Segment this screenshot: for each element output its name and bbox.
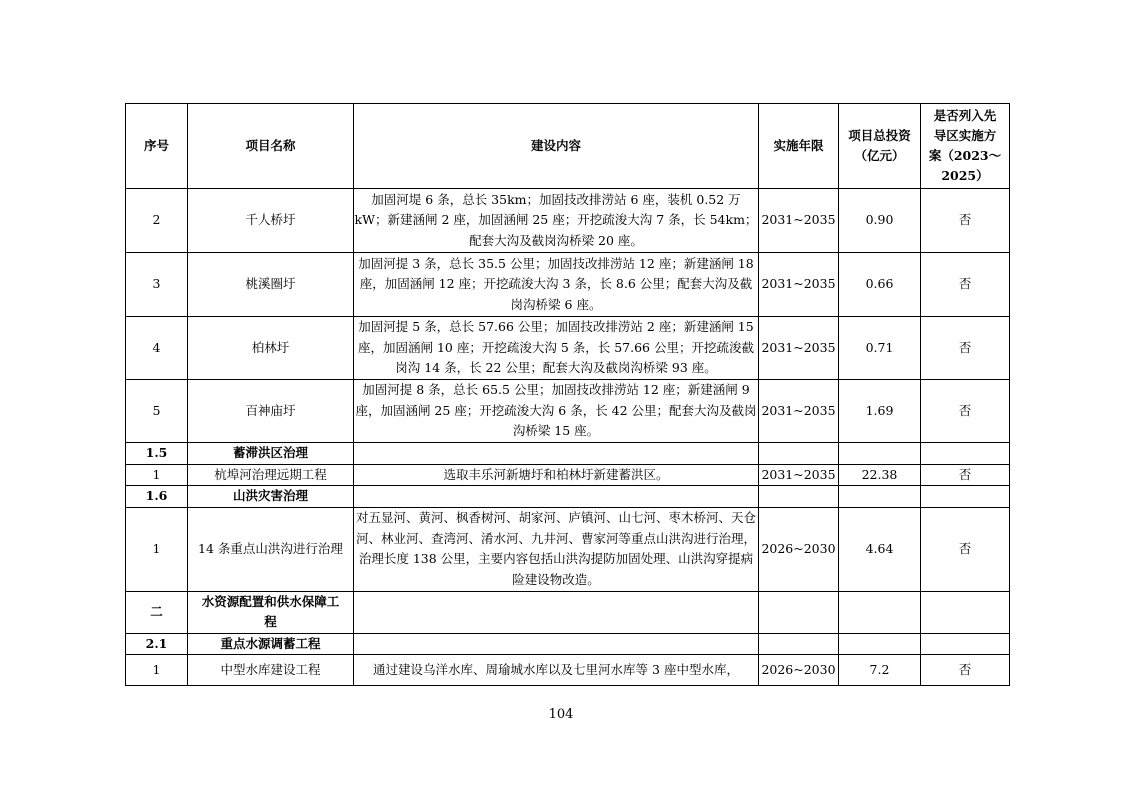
page-number: 104 — [548, 707, 574, 722]
table-row — [126, 464, 1010, 486]
table-row — [126, 253, 1010, 317]
row-name: 百神庙圩 — [188, 380, 354, 443]
section-seq: 二 — [126, 591, 188, 633]
table-row — [126, 507, 1010, 591]
row-name: 千人桥圩 — [188, 189, 354, 253]
row-name: 中型水库建设工程 — [188, 655, 354, 686]
project-table — [125, 103, 1010, 686]
row-content: 对五显河、黄河、枫香树河、胡家河、庐镇河、山七河、枣木桥河、天仓河、林业河、查湾河、淆水河、九井河、曹家河等重点山洪沟进行治理，治理长度 138 公里，主要内容包括山洪沟提防加固处理、山洪沟穿提病险建设物改造。 — [354, 507, 759, 591]
row-seq: 4 — [126, 317, 188, 380]
section-row — [126, 591, 1010, 633]
row-content: 加固河提 3 条，总长 35.5 公里；加固技改排涝站 12 座；新建涵闸 18 座，加固涵闸 12 座；开挖疏浚大沟 3 条，长 8.6 公里；配套大沟及截岗沟桥梁 6 座。 — [354, 253, 759, 317]
section-row — [126, 486, 1010, 508]
header-investment-line1: 项目总投资 — [848, 128, 911, 143]
row-seq: 1 — [126, 655, 188, 686]
row-name: 柏林圩 — [188, 317, 354, 380]
row-investment: 7.2 — [839, 655, 921, 686]
row-period: 2031~2035 — [759, 380, 839, 443]
table-row — [126, 189, 1010, 253]
row-investment: 0.90 — [839, 189, 921, 253]
row-seq: 3 — [126, 253, 188, 317]
header-content: 建设内容 — [354, 104, 759, 189]
table-row — [126, 380, 1010, 443]
row-seq: 1 — [126, 464, 188, 486]
header-pilot-line4: 2025） — [941, 168, 989, 183]
row-name: 杭埠河治理远期工程 — [188, 464, 354, 486]
row-content: 加固河提 5 条，总长 57.66 公里；加固技改排涝站 2 座；新建涵闸 15 座，加固涵闸 10 座；开挖疏浚大沟 5 条，长 57.66 公里；开挖疏浚截岗沟 14 条，长 22 公里；配套大沟及截岗沟桥梁 93 座。 — [354, 317, 759, 380]
header-pilot-line2: 导区实施方 — [933, 128, 997, 143]
row-period: 2031~2035 — [759, 317, 839, 380]
section-row — [126, 633, 1010, 655]
row-investment: 0.66 — [839, 253, 921, 317]
row-period: 2026~2030 — [759, 507, 839, 591]
row-period: 2031~2035 — [759, 464, 839, 486]
header-period: 实施年限 — [759, 104, 839, 189]
header-name: 项目名称 — [188, 104, 354, 189]
header-pilot-line3: 案（2023～ — [928, 148, 1002, 163]
row-investment: 4.64 — [839, 507, 921, 591]
row-seq: 5 — [126, 380, 188, 443]
section-name: 山洪灾害治理 — [188, 486, 354, 508]
section-row — [126, 443, 1010, 465]
row-period: 2026~2030 — [759, 655, 839, 686]
row-name: 桃溪圈圩 — [188, 253, 354, 317]
row-pilot: 否 — [921, 464, 1010, 486]
section-name: 水资源配置和供水保障工程 — [188, 591, 354, 633]
row-period: 2031~2035 — [759, 189, 839, 253]
header-row — [126, 104, 1010, 189]
row-content: 加固河堤 6 条，总长 35km；加固技改排涝站 6 座，装机 0.52 万 kW；新建涵闸 2 座，加固涵闸 25 座；开挖疏浚大沟 7 条，长 54km；配套大沟及截岗沟桥梁 20 座。 — [354, 189, 759, 253]
section-name: 蓄滞洪区治理 — [188, 443, 354, 465]
header-pilot — [921, 104, 1010, 189]
row-name: 14 条重点山洪沟进行治理 — [188, 507, 354, 591]
row-investment: 22.38 — [839, 464, 921, 486]
table-row — [126, 655, 1010, 686]
row-investment: 0.71 — [839, 317, 921, 380]
row-pilot: 否 — [921, 380, 1010, 443]
header-pilot-line1: 是否列入先 — [933, 108, 997, 123]
row-seq: 2 — [126, 189, 188, 253]
header-seq: 序号 — [126, 104, 188, 189]
row-period: 2031~2035 — [759, 253, 839, 317]
section-seq: 1.6 — [126, 486, 188, 508]
header-investment — [839, 104, 921, 189]
section-seq: 2.1 — [126, 633, 188, 655]
row-content: 加固河提 8 条，总长 65.5 公里；加固技改排涝站 12 座；新建涵闸 9 座，加固涵闸 25 座；开挖疏浚大沟 6 条，长 42 公里；配套大沟及截岗沟桥梁 15 座。 — [354, 380, 759, 443]
table-row — [126, 317, 1010, 380]
row-investment: 1.69 — [839, 380, 921, 443]
row-pilot: 否 — [921, 655, 1010, 686]
row-pilot: 否 — [921, 253, 1010, 317]
header-investment-line2: （亿元） — [854, 148, 905, 163]
row-pilot: 否 — [921, 317, 1010, 380]
row-pilot: 否 — [921, 189, 1010, 253]
section-seq: 1.5 — [126, 443, 188, 465]
section-name: 重点水源调蓄工程 — [188, 633, 354, 655]
row-content: 选取丰乐河新塘圩和柏林圩新建蓄洪区。 — [354, 464, 759, 486]
row-seq: 1 — [126, 507, 188, 591]
row-content: 通过建设乌洋水库、周瑜城水库以及七里河水库等 3 座中型水库， — [354, 655, 759, 686]
row-pilot: 否 — [921, 507, 1010, 591]
